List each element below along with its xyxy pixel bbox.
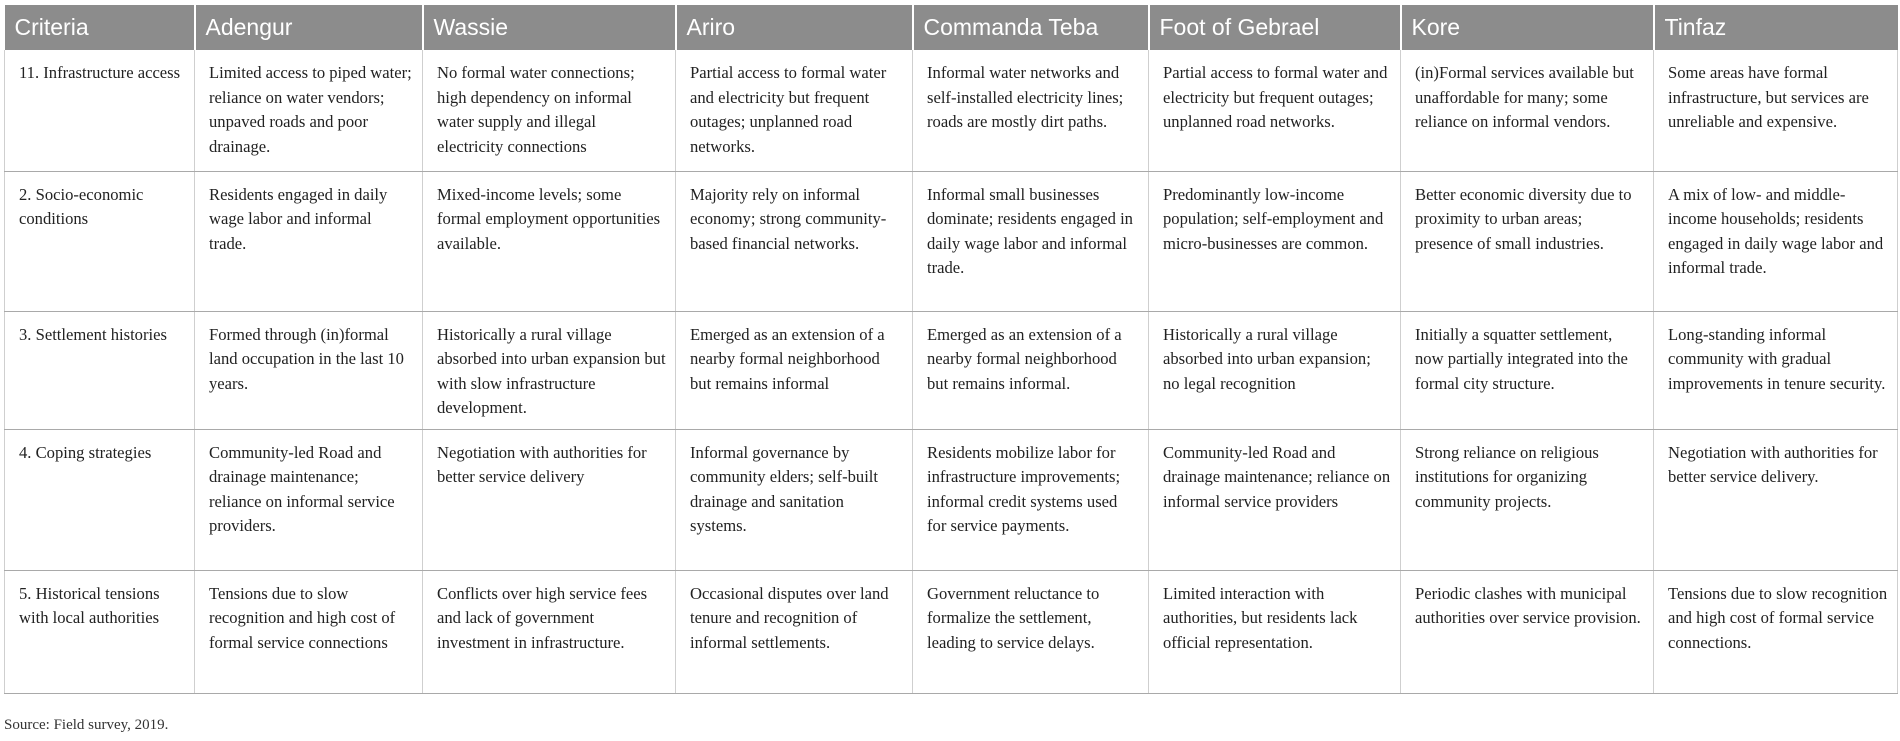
table-cell: Tensions due to slow recognition and high cost of formal service connections.	[1654, 570, 1898, 693]
row-criteria-cell: 2. Socio-economic conditions	[5, 171, 195, 311]
row-criteria-cell: 4. Coping strategies	[5, 429, 195, 570]
table-cell: Initially a squatter settlement, now partially integrated into the formal city structure.	[1401, 311, 1654, 429]
table-source-note: Source: Field survey, 2019.	[4, 717, 169, 733]
table-cell: Some areas have formal infrastructure, but services are unreliable and expensive.	[1654, 50, 1898, 171]
table-cell: Negotiation with authorities for better service delivery	[423, 429, 676, 570]
header-foot-of-gebrael: Foot of Gebrael	[1149, 5, 1401, 50]
header-adengur: Adengur	[195, 5, 423, 50]
table-cell: Historically a rural village absorbed into urban expansion; no legal recognition	[1149, 311, 1401, 429]
table-cell: Residents engaged in daily wage labor and informal trade.	[195, 171, 423, 311]
table-cell: Government reluctance to formalize the settlement, leading to service delays.	[913, 570, 1149, 693]
table-cell: Informal governance by community elders; self-built drainage and sanitation systems.	[676, 429, 913, 570]
table-cell: Long-standing informal community with gradual improvements in tenure security.	[1654, 311, 1898, 429]
table-cell: Better economic diversity due to proximity to urban areas; presence of small industries.	[1401, 171, 1654, 311]
row-criteria-cell: 3. Settlement histories	[5, 311, 195, 429]
table-container	[4, 5, 1897, 694]
table-cell: Tensions due to slow recognition and high cost of formal service connections	[195, 570, 423, 693]
table-cell: (in)Formal services available but unaffordable for many; some reliance on informal vendors.	[1401, 50, 1654, 171]
table-cell: Informal small businesses dominate; residents engaged in daily wage labor and informal trade.	[913, 171, 1149, 311]
table-cell: Conflicts over high service fees and lack of government investment in infrastructure.	[423, 570, 676, 693]
table-cell: No formal water connections; high dependency on informal water supply and illegal electricity connections	[423, 50, 676, 171]
table-cell: Community-led Road and drainage maintenance; reliance on informal service providers	[1149, 429, 1401, 570]
table-cell: Community-led Road and drainage maintenance; reliance on informal service providers.	[195, 429, 423, 570]
table-cell: A mix of low- and middle-income households; residents engaged in daily wage labor and informal trade.	[1654, 171, 1898, 311]
table-cell: Emerged as an extension of a nearby formal neighborhood but remains informal.	[913, 311, 1149, 429]
table-cell: Occasional disputes over land tenure and recognition of informal settlements.	[676, 570, 913, 693]
table-cell: Formed through (in)formal land occupation in the last 10 years.	[195, 311, 423, 429]
table-cell: Negotiation with authorities for better service delivery.	[1654, 429, 1898, 570]
table-cell: Partial access to formal water and electricity but frequent outages; unplanned road networks.	[676, 50, 913, 171]
table-cell: Informal water networks and self-installed electricity lines; roads are mostly dirt paths.	[913, 50, 1149, 171]
table-cell: Limited interaction with authorities, but residents lack official representation.	[1149, 570, 1401, 693]
row-criteria-cell: 11. Infrastructure access	[5, 50, 195, 171]
table-row	[5, 429, 1898, 570]
table-cell: Historically a rural village absorbed into urban expansion but with slow infrastructure development.	[423, 311, 676, 429]
table-row	[5, 570, 1898, 693]
table-cell: Residents mobilize labor for infrastructure improvements; informal credit systems used for service payments.	[913, 429, 1149, 570]
table-row	[5, 50, 1898, 171]
table-cell: Mixed-income levels; some formal employment opportunities available.	[423, 171, 676, 311]
table-cell: Majority rely on informal economy; strong community-based financial networks.	[676, 171, 913, 311]
table-cell: Periodic clashes with municipal authorities over service provision.	[1401, 570, 1654, 693]
table-cell: Emerged as an extension of a nearby formal neighborhood but remains informal	[676, 311, 913, 429]
table-row	[5, 311, 1898, 429]
header-commanda-teba: Commanda Teba	[913, 5, 1149, 50]
table-cell: Partial access to formal water and electricity but frequent outages; unplanned road networks.	[1149, 50, 1401, 171]
table-cell: Limited access to piped water; reliance on water vendors; unpaved roads and poor drainage.	[195, 50, 423, 171]
row-criteria-cell: 5. Historical tensions with local authorities	[5, 570, 195, 693]
header-criteria: Criteria	[5, 5, 195, 50]
header-ariro: Ariro	[676, 5, 913, 50]
header-kore: Kore	[1401, 5, 1654, 50]
table-row	[5, 171, 1898, 311]
header-tinfaz: Tinfaz	[1654, 5, 1898, 50]
criteria-comparison-table	[4, 5, 1898, 694]
table-cell: Predominantly low-income population; self-employment and micro-businesses are common.	[1149, 171, 1401, 311]
table-header-row	[5, 5, 1898, 50]
table-cell: Strong reliance on religious institutions for organizing community projects.	[1401, 429, 1654, 570]
header-wassie: Wassie	[423, 5, 676, 50]
